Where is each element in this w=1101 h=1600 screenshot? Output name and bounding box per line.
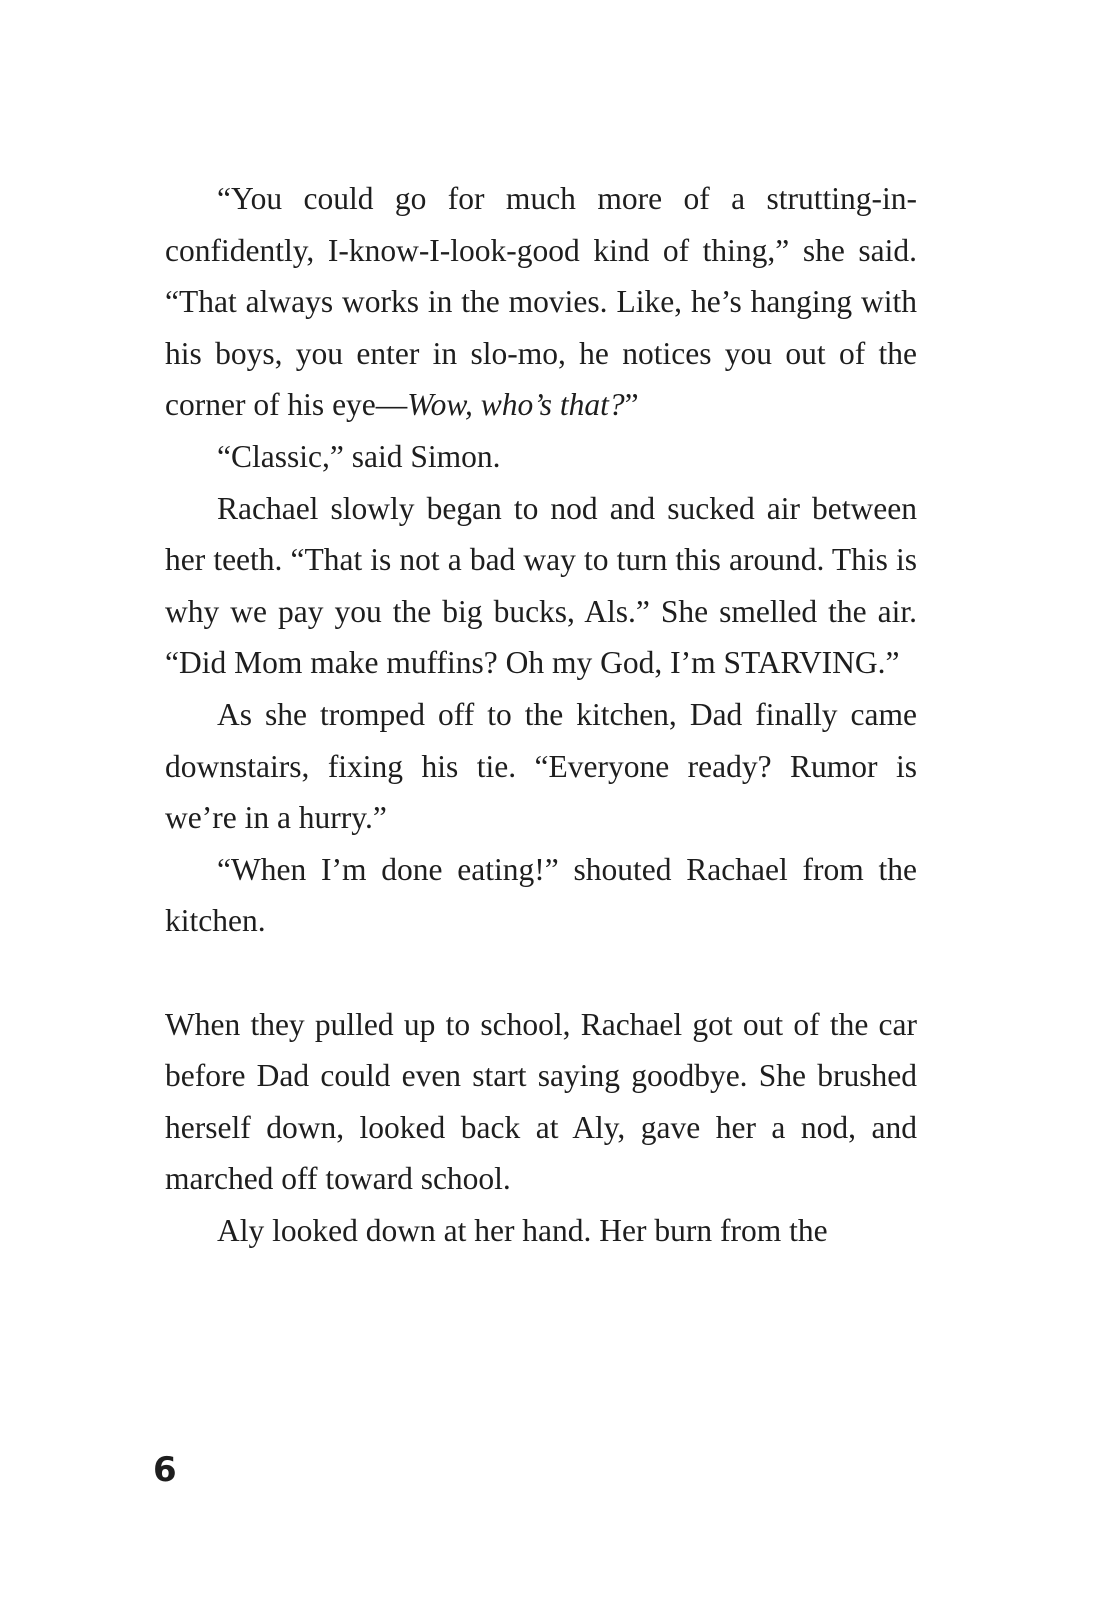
paragraph-6: When they pulled up to school, Rachael got out of the car before Dad could even start saying goodbye. She brushed herself down, looked back at Aly, gave her a nod, and marched off toward school. [165, 1006, 917, 1197]
page-number: 6 [153, 1450, 177, 1490]
paragraph-7: Aly looked down at her hand. Her burn from the [217, 1212, 828, 1248]
paragraph-2: “Classic,” said Simon. [217, 438, 501, 474]
paragraph-1 [165, 173, 917, 431]
paragraph-1-closing-quote: ” [624, 387, 639, 423]
paragraph-3: Rachael slowly began to nod and sucked air between her teeth. “That is not a bad way to turn this around. This is why we pay you the big bucks, Als.” She smelled the air. “Did Mom make muffins? Oh my God, I’m STARVING.” [165, 490, 917, 681]
paragraph-1-text: “You could go for much more of a strutting-in-confidently, I-know-I-look-good kind of thing,” she said. “That always works in the movies. Like, he’s hanging with his boys, you enter in slo-mo, he notices you out of the corner of his eye— [165, 181, 917, 423]
section-break [165, 947, 917, 999]
page-body [165, 173, 917, 1256]
paragraph-4: As she tromped off to the kitchen, Dad finally came downstairs, fixing his tie. “Everyone ready? Rumor is we’re in a hurry.” [165, 696, 917, 836]
paragraph-5: “When I’m done eating!” shouted Rachael from the kitchen. [165, 851, 917, 939]
paragraph-1-italic-text: Wow, who’s that? [407, 387, 625, 423]
